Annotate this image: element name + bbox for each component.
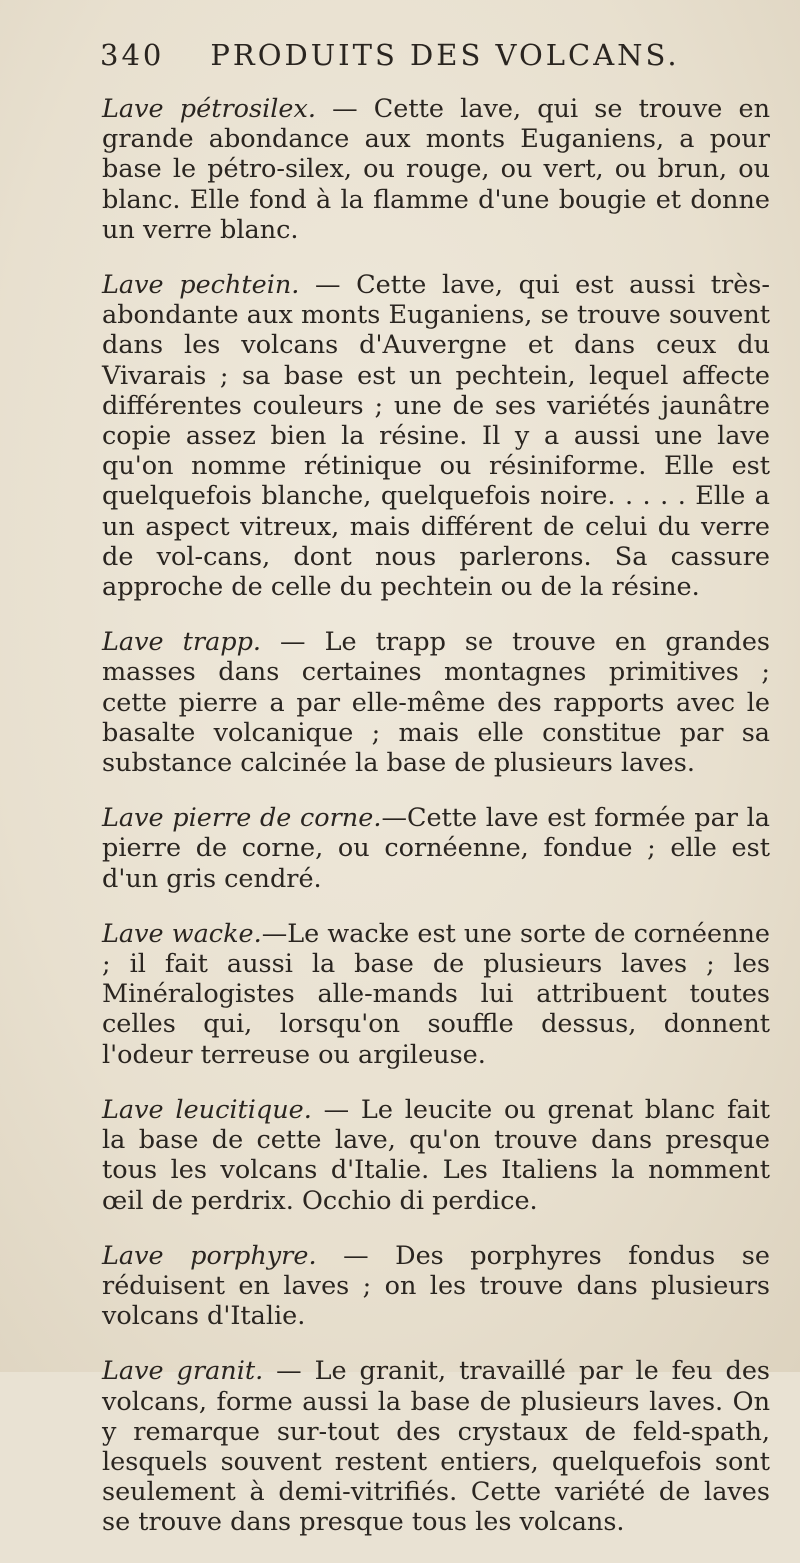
entry-petrosilex (102, 94, 770, 245)
entry-pechtein (102, 270, 770, 602)
running-header (100, 38, 760, 72)
entry-wacke (102, 919, 770, 1070)
entry-term: Lave pierre de corne. (102, 803, 382, 834)
entry-term: Lave trapp. (102, 627, 262, 658)
entry-pierre-de-corne (102, 803, 770, 894)
entry-term: Lave wacke. (102, 918, 262, 949)
running-title: PRODUITS DES VOLCANS. (210, 38, 680, 72)
page-number: 340 (100, 38, 165, 72)
entry-leucitique (102, 1095, 770, 1216)
entry-text: — Le granit, travaillé par le feu des volcans, forme aussi la base de plusieurs laves. On y remarque sur-tout des crystaux de feld-spath, lesquels souvent restent entiers, quelquefois sont seulement à demi-vitrifiés. Cette variété de laves se trouve dans presque tous les volcans. (102, 1356, 770, 1538)
entry-porphyre (102, 1241, 770, 1332)
entry-text: — Le trapp se trouve en grandes masses dans certaines montagnes primitives ; cette pierre a par elle-même des rapports avec le basalte volcanique ; mais elle constitue par sa substance calcinée la base de plusieurs laves. (102, 627, 770, 779)
entry-text: — Des porphyres fondus se réduisent en laves ; on les trouve dans plusieurs volcans d'Italie. (102, 1240, 770, 1332)
entry-term: Lave granit. (102, 1356, 264, 1387)
page-body (102, 94, 770, 1563)
entry-granit (102, 1356, 770, 1537)
entry-text: — Le leucite ou grenat blanc fait la base de cette lave, qu'on trouve dans presque tous les volcans d'Italie. Les Italiens la nomment œil de perdrix. Occhio di perdice. (102, 1094, 770, 1216)
entry-term: Lave leucitique. (102, 1094, 312, 1125)
entry-text: —Le wacke est une sorte de cornéenne ; il fait aussi la base de plusieurs laves ; les Minéralogistes alle-mands lui attribuent toutes celles qui, lorsqu'on souffle dessus, donnent l'odeur terreuse ou argileuse. (102, 918, 771, 1070)
entry-trapp (102, 627, 770, 778)
entry-text: —Cette lave est formée par la pierre de corne, ou cornéenne, fondue ; elle est d'un gris cendré. (102, 803, 770, 894)
entry-text: — Cette lave, qui se trouve en grande abondance aux monts Euganiens, a pour base le pétro-silex, ou rouge, ou vert, ou brun, ou blanc. Elle fond à la flamme d'une bougie et donne un verre blanc. (102, 94, 770, 245)
entry-text: — Cette lave, qui est aussi très-abondante aux monts Euganiens, se trouve souvent dans les volcans d'Auvergne et dans ceux du Vivarais ; sa base est un pechtein, lequel affecte différentes couleurs ; une de ses variétés jaunâtre copie assez bien la résine. Il y a aussi une lave qu'on nomme rétinique ou résiniforme. Elle est quelquefois blanche, quelquefois noire. . . . . Elle a un aspect vitreux, mais différent de celui du verre de vol-cans, dont nous parlerons. Sa cassure approche de celle du pechtein ou de la résine. (102, 270, 770, 603)
entry-term: Lave pétrosilex. (102, 94, 316, 124)
entry-term: Lave pechtein. (102, 270, 300, 301)
entry-term: Lave porphyre. (102, 1240, 317, 1271)
